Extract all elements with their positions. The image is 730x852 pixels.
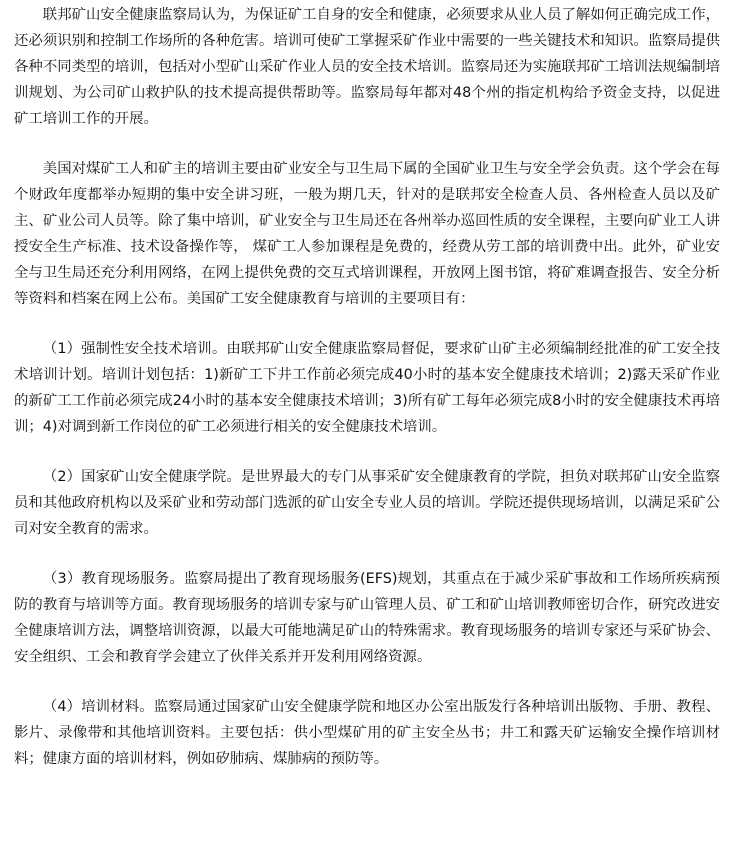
paragraph-item-1: （1）强制性安全技术培训。由联邦矿山安全健康监察局督促，要求矿山矿主必须编制经批准的矿工安全技术培训计划。培训计划包括：1)新矿工下井工作前必须完成40小时的基本安全健康技术培训；2)露天采矿作业的新矿工工作前必须完成24小时的基本安全健康技术培训；3)所有矿工每年必须完成8小时的安全健康技术再培训；4)对调到新工作岗位的矿工必须进行相关的安全健康技术培训。	[14, 341, 720, 435]
paragraph-item-2: （2）国家矿山安全健康学院。是世界最大的专门从事采矿安全健康教育的学院，担负对联邦矿山安全监察员和其他政府机构以及采矿业和劳动部门选派的矿山安全专业人员的培训。学院还提供现场培训，以满足采矿公司对安全教育的需求。	[14, 469, 720, 537]
paragraph-item-3: （3）教育现场服务。监察局提出了教育现场服务(EFS)规划，其重点在于减少采矿事故和工作场所疾病预防的教育与培训等方面。教育现场服务的培训专家与矿山管理人员、矿工和矿山培训教师密切合作，研究改进安全健康培训方法，调整培训资源，以最大可能地满足矿山的特殊需求。教育现场服务的培训专家还与采矿协会、安全组织、工会和教育学会建立了伙伴关系并开发利用网络资源。	[14, 571, 720, 665]
paragraph-us-training: 美国对煤矿工人和矿主的培训主要由矿业安全与卫生局下属的全国矿业卫生与安全学会负责。这个学会在每个财政年度都举办短期的集中安全讲习班，一般为期几天，针对的是联邦安全检查人员、各州检查人员以及矿主、矿业公司人员等。除了集中培训，矿业安全与卫生局还在各州举办巡回性质的安全课程，主要向矿业工人讲授安全生产标准、技术设备操作等， 煤矿工人参加课程是免费的，经费从劳工部的培训费中出。此外，矿业安全与卫生局还充分利用网络，在网上提供免费的交互式培训课程，开放网上图书馆，将矿难调查报告、安全分析等资料和档案在网上公布。美国矿工安全健康教育与培训的主要项目有：	[14, 161, 720, 307]
paragraph-item-4: （4）培训材料。监察局通过国家矿山安全健康学院和地区办公室出版发行各种培训出版物、手册、教程、影片、录像带和其他培训资料。主要包括：供小型煤矿用的矿主安全丛书；井工和露天矿运输安全操作培训材料；健康方面的培训材料，例如矽肺病、煤肺病的预防等。	[14, 699, 720, 767]
paragraph-intro: 联邦矿山安全健康监察局认为，为保证矿工自身的安全和健康，必须要求从业人员了解如何正确完成工作，还必须识别和控制工作场所的各种危害。培训可使矿工掌握采矿作业中需要的一些关键技术和知识。监察局提供各种不同类型的培训，包括对小型矿山采矿作业人员的安全技术培训。监察局还为实施联邦矿工培训法规编制培训规划、为公司矿山救护队的技术提高提供帮助等。监察局每年都对48个州的指定机构给予资金支持，以促进矿工培训工作的开展。	[14, 7, 720, 127]
